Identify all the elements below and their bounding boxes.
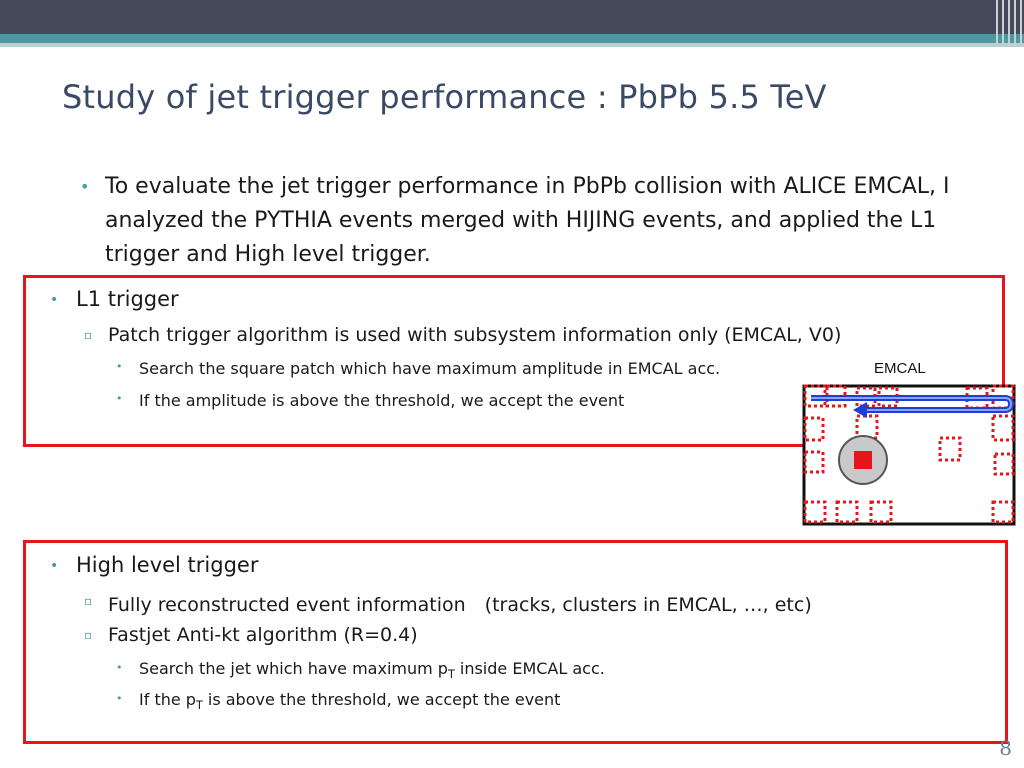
header-accent-stripe [0, 34, 1024, 43]
emcal-diagram [797, 378, 1021, 530]
page-number: 8 [999, 736, 1012, 760]
bullet-small: • [116, 692, 123, 705]
slide-title: Study of jet trigger performance : PbPb 5.5 TeV [62, 78, 827, 116]
hlt-sub2-b: If the $p_T$ is above the threshold, we accept the event [139, 690, 561, 713]
intro-text: To evaluate the jet trigger performance in PbPb collision with ALICE EMCAL, I analyzed the PYTHIA events merged with HIJING events, and applied the L1 trigger and High level trigger. [105, 174, 950, 267]
l1-heading: L1 trigger [76, 287, 179, 311]
l1-sub1-b: If the amplitude is above the threshold, we accept the event [139, 391, 625, 410]
hlt-sub2-a: Search the jet which have maximum $p_T$ inside EMCAL acc. [139, 659, 605, 682]
header-bar [0, 0, 1024, 34]
bullet-small: • [116, 392, 123, 405]
max-patch [854, 451, 872, 469]
bullet-dot: • [50, 558, 59, 574]
bullet-square: ▫ [84, 628, 93, 642]
intro-bullet [80, 170, 980, 272]
bullet-dot: • [50, 292, 59, 308]
bullet-square: ▫ [84, 594, 93, 608]
emcal-label: EMCAL [874, 360, 926, 377]
l1-sub1: Patch trigger algorithm is used with subsystem information only (EMCAL, V0) [108, 324, 842, 346]
hlt-sub1: Fully reconstructed event information (tracks, clusters in EMCAL, …, etc) [108, 594, 812, 616]
bullet-small: • [116, 661, 123, 674]
header-light-stripe [0, 43, 1024, 47]
l1-sub1-a: Search the square patch which have maximum amplitude in EMCAL acc. [139, 359, 721, 378]
bullet-square: ▫ [84, 328, 93, 342]
hlt-sub2: Fastjet Anti-kt algorithm (R=0.4) [108, 624, 418, 646]
corner-decoration [990, 0, 1024, 46]
hlt-heading: High level trigger [76, 553, 259, 577]
bullet-small: • [116, 360, 123, 373]
bullet-dot: • [80, 177, 90, 196]
